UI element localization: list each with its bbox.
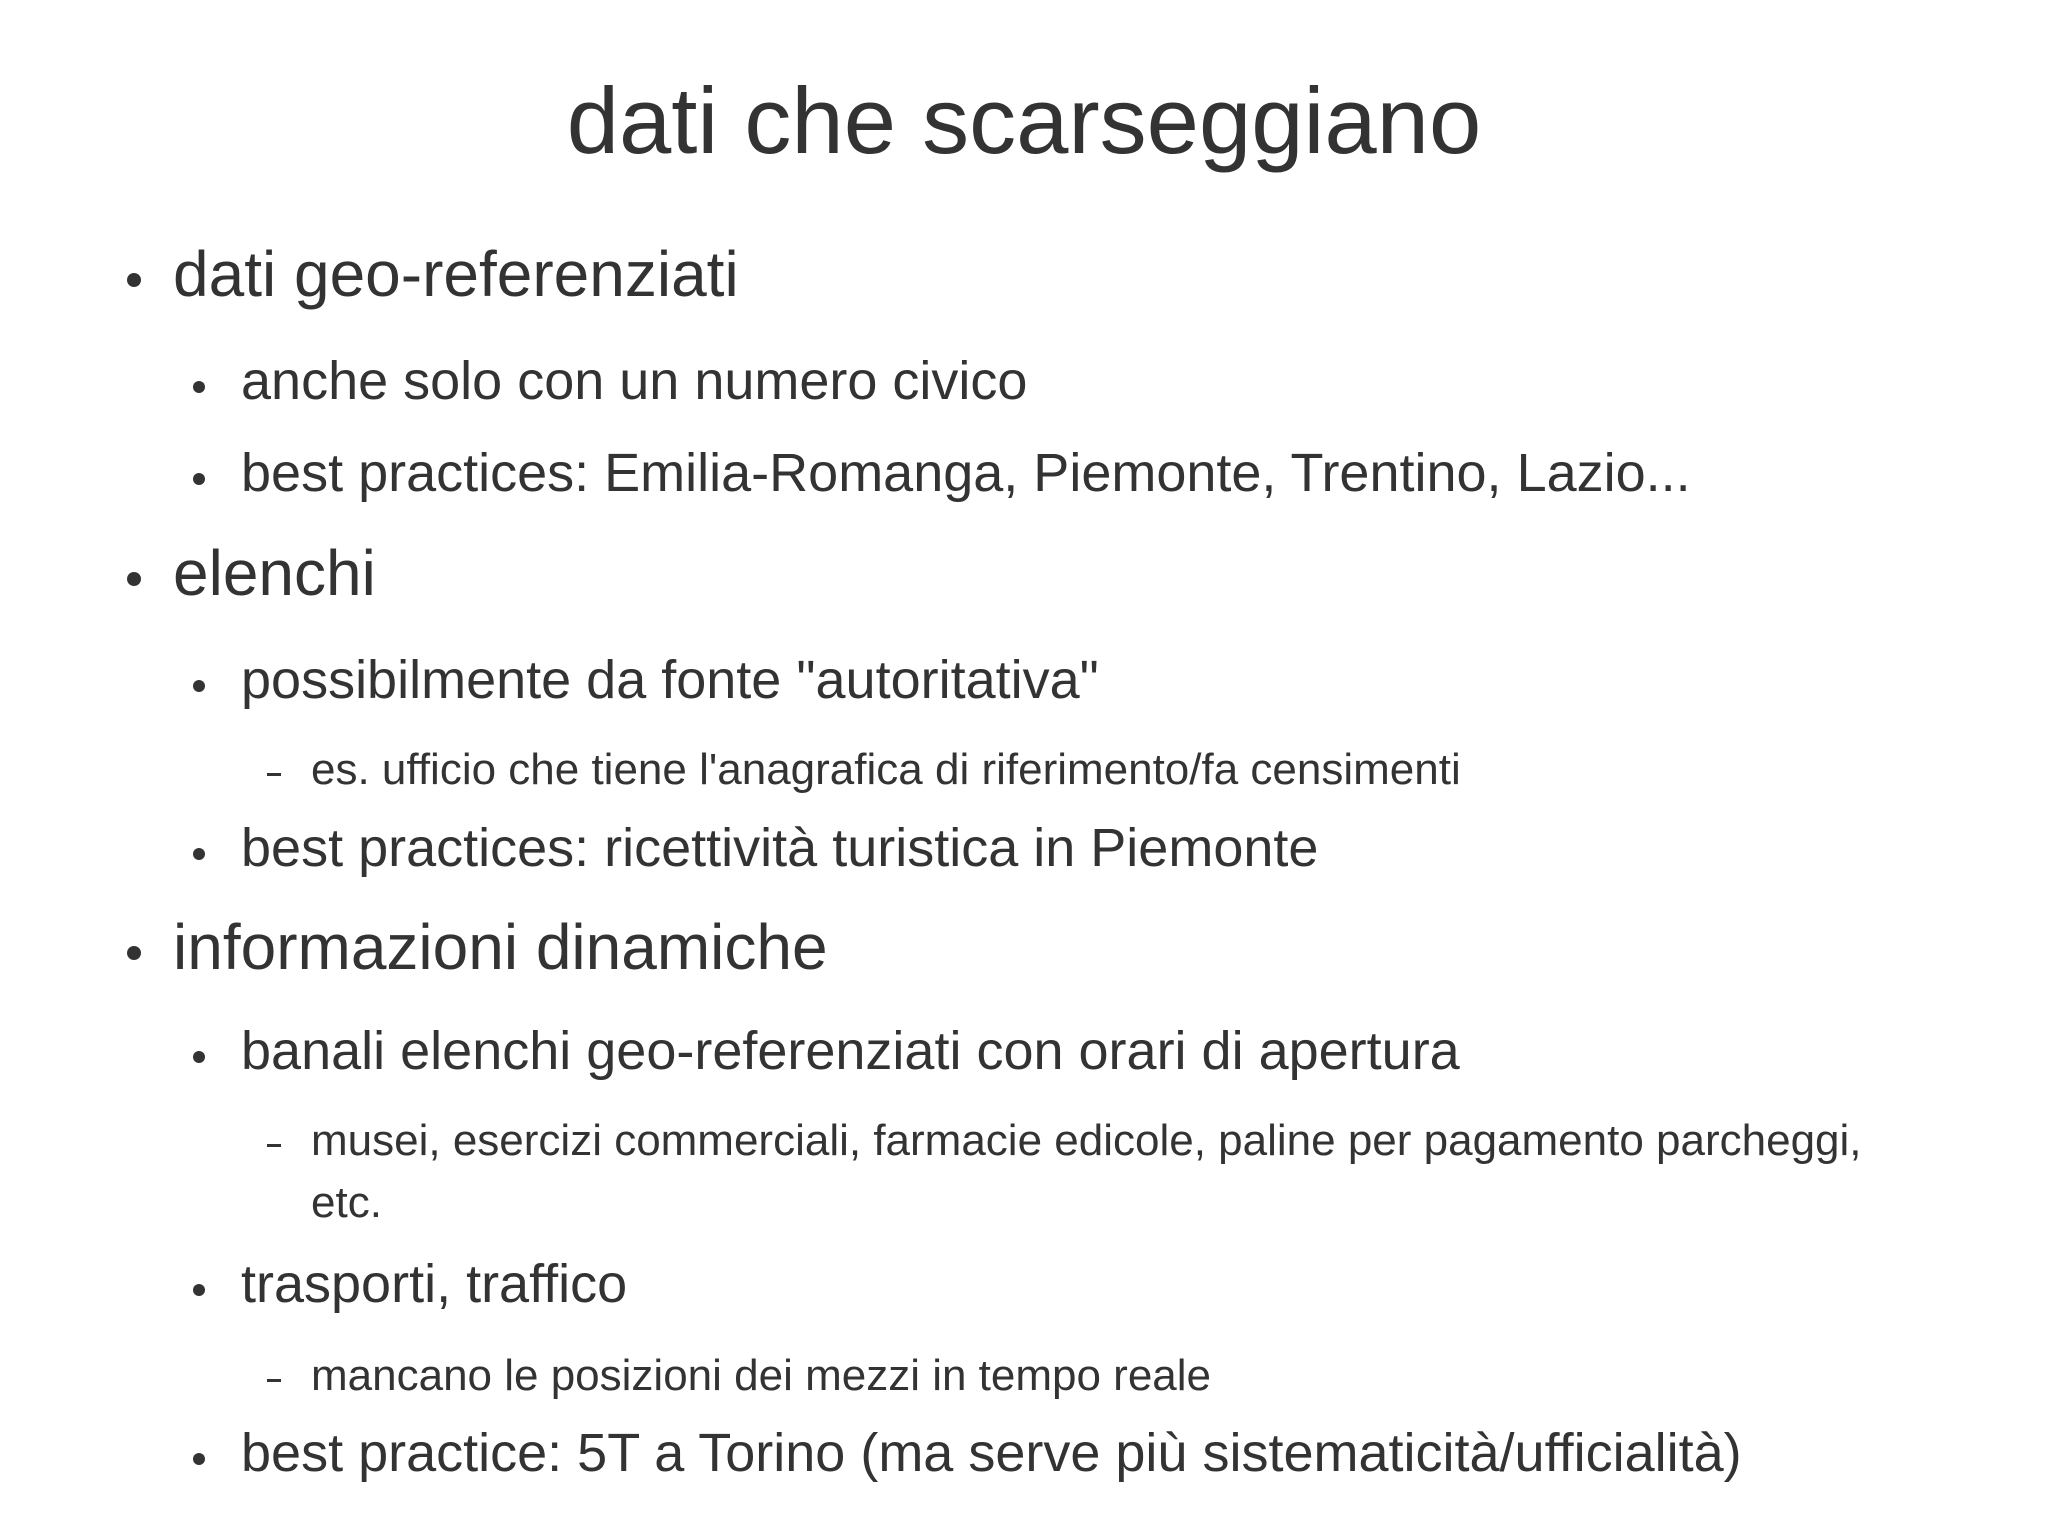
bullet-text: best practices: Emilia-Romanga, Piemonte, Trentino, Lazio...: [241, 443, 1691, 503]
bullet-item-level1: [173, 909, 828, 985]
dash-icon: [267, 1379, 281, 1382]
bullet-text: elenchi: [173, 537, 376, 609]
bullet-text: mancano le posizioni dei mezzi in tempo reale: [311, 1351, 1212, 1400]
bullet-item-level2: [241, 1421, 1742, 1485]
bullet-text: trasporti, traffico: [241, 1254, 628, 1314]
bullet-dot-icon: [193, 1453, 205, 1465]
bullet-text: dati geo-referenziati: [173, 238, 739, 310]
bullet-item-level2: [241, 349, 1027, 413]
bullet-text: possibilmente da fonte "autoritativa": [241, 650, 1099, 710]
slide-title: dati che scarseggiano: [566, 68, 1482, 173]
bullet-dot-icon: [193, 1051, 205, 1063]
bullet-dot-icon: [193, 848, 205, 860]
bullet-item-level3: [311, 1110, 1871, 1234]
bullet-dot-icon: [127, 946, 141, 960]
bullet-text: best practices: ricettività turistica in Piemonte: [241, 818, 1319, 878]
dash-icon: [267, 773, 281, 776]
bullet-item-level2: [241, 816, 1318, 880]
bullet-text: banali elenchi geo-referenziati con orari di apertura: [241, 1021, 1460, 1081]
bullet-item-level2: [241, 648, 1099, 712]
bullet-text: informazioni dinamiche: [173, 911, 828, 983]
bullet-dot-icon: [193, 381, 205, 393]
bullet-text: es. ufficio che tiene l'anagrafica di riferimento/fa censimenti: [311, 745, 1461, 794]
bullet-dot-icon: [127, 572, 141, 586]
bullet-text: best practice: 5T a Torino (ma serve più sistematicità/ufficialità): [241, 1423, 1742, 1483]
bullet-dot-icon: [193, 473, 205, 485]
bullet-item-level3: [311, 1345, 1211, 1407]
bullet-item-level1: [173, 236, 739, 312]
bullet-dot-icon: [193, 1284, 205, 1296]
bullet-text: musei, esercizi commerciali, farmacie edicole, paline per pagamento parcheggi, etc.: [311, 1116, 1862, 1227]
bullet-item-level2: [241, 1019, 1460, 1083]
bullet-item-level3: [311, 739, 1461, 801]
bullet-text: anche solo con un numero civico: [241, 351, 1028, 411]
bullet-dot-icon: [193, 680, 205, 692]
bullet-item-level1: [173, 535, 376, 611]
dash-icon: [267, 1144, 281, 1147]
bullet-dot-icon: [127, 273, 141, 287]
bullet-item-level2: [241, 441, 1691, 505]
bullet-item-level2: [241, 1252, 627, 1316]
